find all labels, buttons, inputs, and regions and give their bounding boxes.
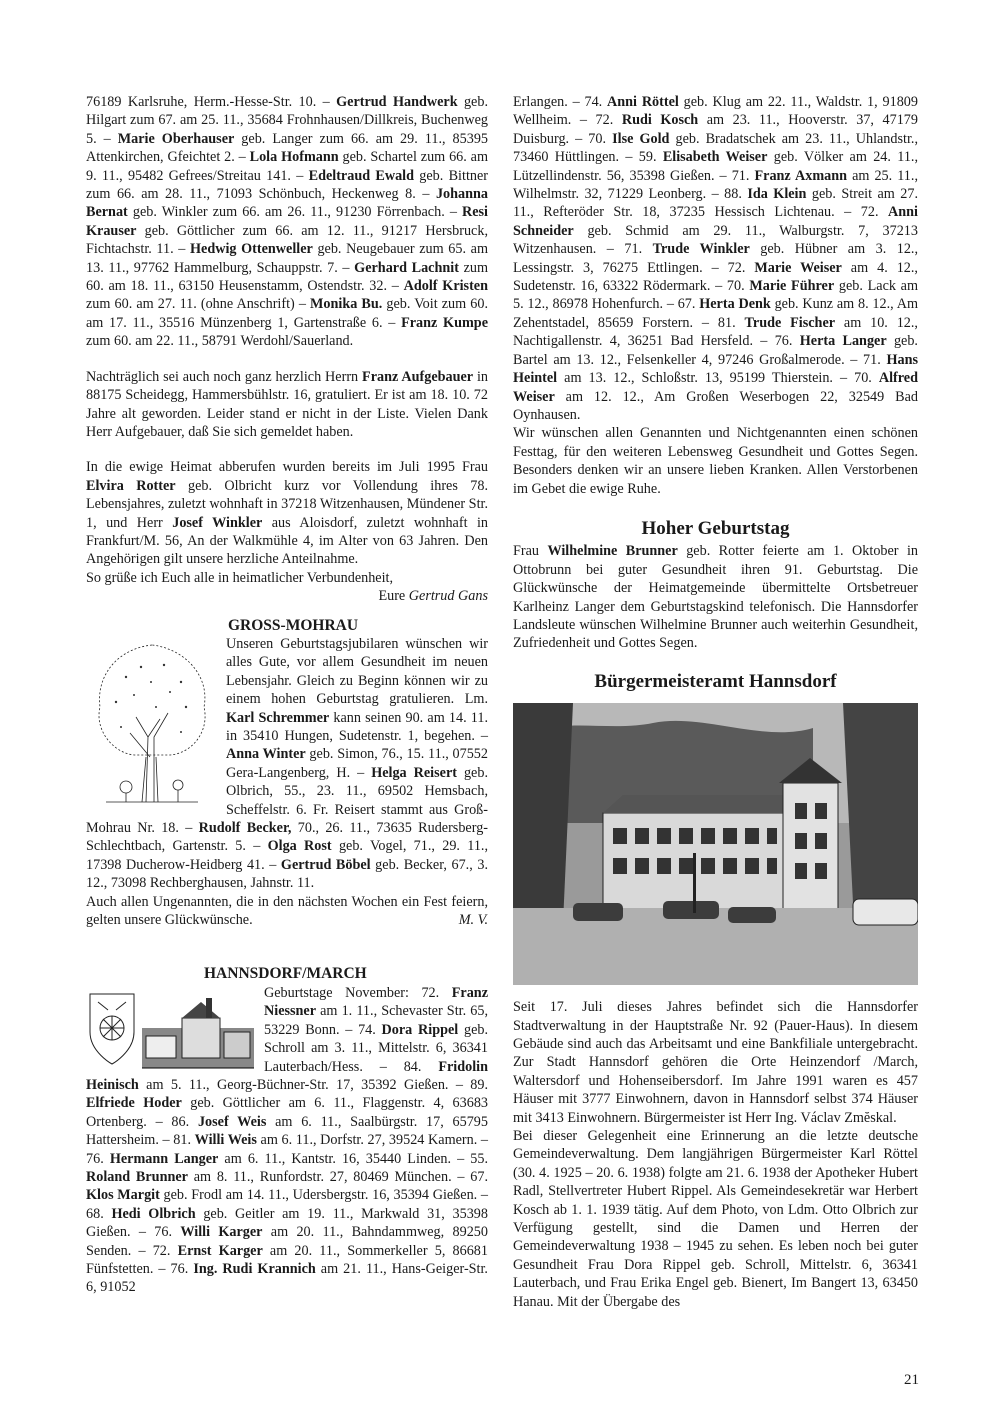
person-name: Ilse Gold — [612, 130, 670, 147]
person-name: Gertrud Böbel — [280, 856, 371, 873]
person-name: Klos Margit — [86, 1187, 160, 1204]
person-name: Trude Winkler — [652, 241, 750, 258]
closing-greeting: So grüße ich Euch alle in heimatlicher Verbundenheit, — [86, 569, 394, 586]
birthday-list-right: Erlangen. – 74. Anni Röttel geb. Klug am 22. 11., Waldstr. 1, 91809 Wellheim. – 72. Rudi Kosch am 23. 11., Hooverstr. 37, 47179 Duisburg. – 70. Ilse Gold geb. Bradatschek am 23. 11., Uhlandstr., 73460 Hüttlingen. – 59. Elisabeth Weiser geb. Völker am 24. 11., Lützellindenstr. 56, 35398 Gießen. – 71. Franz Axmann am 25. 11., Wilhelmstr. 32, 71229 Leonberg. – 88. Ida Klein geb. Streit am 27. 11., Refteröder Str. 18, 37235 Hessisch Lichtenau. – 72. Anni Schneider geb. Schmid am 29. 11., Walburgstr. 7, 37213 Witzenhausen. – 71. Trude Winkler geb. Hübner am 3. 12., Lessingstr. 3, 76275 Ettlingen. – 72. Marie Weiser am 4. 12., Sudetenstr. 16, 63322 Rödermark. – 70. Marie Führer geb. Lack am 5. 12., 86978 Hohenfurch. – 67. Herta Denk geb. Kunz am 8. 12., Am Zehentstadel, 85659 Forstern. – 81. Trude Fischer am 10. 12., Nachtigallenstr. 4, 36251 Bad Hersfeld. – 76. Herta Langer geb. Bartel am 13. 12., Felsenkeller 4, 97246 Großalmerode. – 71. Hans Heintel am 13. 12., Schloßstr. 13, 95199 Thierstein. – 70. Alfred Weiser am 12. 12., Am Großen Weserbogen 22, 32549 Bad Oynhausen. — [513, 94, 919, 423]
person-name: Alfred Weiser — [513, 370, 918, 405]
person-name: Trude Fischer — [744, 314, 836, 331]
person-name: Marie Weiser — [754, 259, 842, 276]
page-number: 21 — [904, 1372, 919, 1388]
person-name: Ernst Karger — [177, 1242, 263, 1259]
person-name: Josef Winkler — [172, 514, 263, 531]
person-name: Elfriede Hoder — [86, 1095, 182, 1112]
person-name: Lola Hofmann — [249, 149, 339, 166]
buergermeisteramt-paragraph-1: Seit 17. Juli dieses Jahres befindet sich die Hannsdorfer Stadtverwaltung in der Hauptstraße Nr. 92 (Pauer-Haus). In diesem Gebäude sind auch das Arbeitsamt und eine Bankfiliale untergebracht. Zur Stadt Hannsdorf gehören die Orte Heinzendorf /March, Waltersdorf und Hohenseibersdorf. Im Jahre 1991 waren es 457 Häuser mit 3777 Einwohnern, davon in Hannsdorf selbst 374 Häuser mit 3413 Einwohnern. Bürgermeister ist Herr Ing. Václav Zmĕskal. — [513, 999, 918, 1126]
person-name: Dora Rippel — [381, 1021, 459, 1038]
person-name: Hedwig Ottenweller — [189, 241, 313, 258]
section-title-hannsdorf-march: HANNSDORF/MARCH — [204, 965, 367, 983]
person-name: Karl Schremmer — [226, 709, 330, 726]
gross-mohrau-text: Unseren Geburtstagsjubilaren wünschen wir alles Gute, vor allem Gesundheit im neuen Lebensjahr. Gleich zu Beginn können wir zu einem hohen Geburtstag gratulieren. Lm. Karl Schremmer kann seinen 90. am 14. 11. in 35410 Hungen, Sudetenstr. 1, begehen. – Anna Winter geb. Simon, 76., 15. 11., 07552 Gera-Langenberg, H. – Helga Reisert geb. Olbrich, 55., 23. 11., 69502 Hemsbach, Scheffelstr. 6. Fr. Reisert stammt aus Groß-Mohrau Nr. 18. – Rudolf Becker, 70., 26. 11., 73635 Rudersberg-Schlechtbach, Gartenstr. 5. – Olga Rost geb. Vogel, 71., 29. 11., 17398 Ducherow-Heidberg 41. – Gertrud Böbel geb. Becker, 67., 3. 12., 73098 Rechberghausen, Jahnstr. 11. — [86, 635, 489, 892]
person-name: Hermann Langer — [109, 1150, 219, 1167]
person-name: Josef Weis — [197, 1113, 267, 1130]
hoher-geburtstag-text: Frau Wilhelmine Brunner geb. Rotter feierte am 1. Oktober in Ottobrunn bei guter Gesundheit ihren 91. Geburtstag. Die Glückwünsche der Heimatgemeinde übermittelte Ortsbetreuer Karlheinz Langer dem Geburtstagskind telefonisch. Die Hannsdorfer Landsleute wünschen Wilhelmine Brunner auch weiterhin Gesundheit, Zufriedenheit und Gottes Segen. — [513, 543, 918, 652]
section-title-hoher-geburtstag: Hoher Geburtstag — [641, 517, 790, 539]
person-name: Elisabeth Weiser — [662, 149, 768, 166]
obituary-paragraph: In die ewige Heimat abberufen wurden bereits im Juli 1995 Frau Elvira Rotter geb. Olbricht kurz vor Vollendung ihres 78. Lebensjahres, zuletzt wohnhaft in 37218 Witzenhausen, Mündener Str. 1, und Herr Josef Winkler aus Aloisdorf, zuletzt wohnhaft in Frankfurt/M. 56, An der Walkmühle 4, im Alter von 63 Jahren. Den Angehörigen gilt unsere herzliche Anteilnahme. — [86, 459, 488, 568]
birthday-list-continued: 76189 Karlsruhe, Herm.-Hesse-Str. 10. – Gertrud Handwerk geb. Hilgart zum 67. am 25. 11., 35684 Frohnhausen/Dillkreis, Buchenweg 5. – Marie Oberhauser geb. Langer zum 66. am 29. 11., 85395 Attenkirchen, Gfeichtet 2. – Lola Hofmann geb. Schartel zum 66. am 9. 11., 95482 Gefrees/Streitau 141. – Edeltraud Ewald geb. Bittner zum 66. am 28. 11., 71093 Schönbuch, Heckenweg 8. – Johanna Bernat geb. Winkler zum 66. am 26. 11., 91230 Förrenbach. – Resi Krauser geb. Göttlicher zum 66. am 12. 11., 91217 Hersbruck, Fichtachstr. 11. – Hedwig Ottenweller geb. Neugebauer zum 65. am 13. 11., 97762 Hammelburg, Schauppstr. 7. – Gerhard Lachnit zum 60. am 18. 11., 63150 Heusenstamm, Ostendstr. 32. – Adolf Kristen zum 60. am 27. 11. (ohne Anschrift) – Monika Bu. geb. Voit zum 60. am 17. 11., 35516 Münzenberg 1, Gartenstraße 6. – Franz Kumpe zum 60. am 22. 11., 58791 Werdohl/Sauerland. — [86, 94, 489, 350]
person-name: Willi Karger — [180, 1224, 263, 1241]
signature-gertrud-gans: Eure Gertrud Gans — [378, 588, 488, 605]
person-name: Anni Schneider — [513, 204, 918, 239]
person-name: Ida Klein — [747, 186, 807, 203]
person-name: Franz Axmann — [754, 167, 848, 184]
person-name: Anni Röttel — [607, 94, 679, 110]
section-title-gross-mohrau: GROSS-MOHRAU — [228, 616, 359, 634]
person-name: Monika Bu. — [310, 296, 383, 313]
person-name: Willi Weis — [194, 1132, 257, 1149]
person-name: Helga Reisert — [371, 764, 457, 781]
person-name: Olga Rost — [267, 838, 332, 855]
person-name: Gertrud Handwerk — [336, 94, 458, 110]
person-name: Marie Führer — [749, 278, 835, 295]
person-name: Rudolf Becker, — [198, 820, 292, 837]
person-name: Roland Brunner — [86, 1168, 188, 1185]
person-name: Johanna Bernat — [86, 186, 488, 221]
person-name: Resi Krauser — [86, 204, 488, 239]
person-name: Edeltraud Ewald — [308, 167, 415, 184]
person-name: Rudi Kosch — [621, 112, 699, 129]
hannsdorf-coat-of-arms-and-town-illustration — [86, 988, 256, 1072]
person-name: Ing. Rudi Krannich — [193, 1260, 316, 1277]
person-name: Hans Heintel — [513, 351, 918, 387]
person-name: Franz Aufgebauer — [362, 368, 474, 385]
person-name: Elvira Rotter — [86, 477, 176, 494]
right-column — [513, 93, 918, 1311]
hannsdorf-march-birthdays: Geburtstage November: 72. Franz Niessner am 1. 11., Schevaster Str. 65, 53229 Bonn. – 74. Dora Rippel geb. Schroll am 3. 11., Mittelstr. 6, 36341 Lauterbach/Hess. – 84. Fridolin Heinisch am 5. 11., Georg-Büchner-Str. 17, 35392 Gießen. – 89. Elfriede Hoder geb. Göttlicher am 6. 11., Flaggenstr. 4, 63683 Ortenberg. – 86. Josef Weis am 6. 11., Saalbürgstr. 17, 65795 Hattersheim. – 81. Willi Weis am 6. 11., Dorfstr. 27, 39524 Kamern. – 76. Hermann Langer am 6. 11., Kantstr. 16, 35440 Linden. – 55. Roland Brunner am 8. 11., Runfordstr. 27, 80469 München. – 67. Klos Margit geb. Frodl am 14. 11., Udersbergstr. 16, 35394 Gießen. – 68. Hedi Olbrich geb. Geitler am 19. 11., Markwald 31, 35398 Gießen. – 76. Willi Karger am 20. 11., Bahndammweg, 89250 Senden. – 72. Ernst Karger am 20. 11., Sommerkeller 5, 86681 Fünfstetten. – 76. Ing. Rudi Krannich am 21. 11., Hans-Geiger-Str. 6, 91052 — [86, 984, 489, 1296]
person-name: Fridolin Heinisch — [86, 1058, 488, 1093]
person-name: Franz Kumpe — [401, 314, 488, 331]
town-hall-photo — [513, 703, 918, 985]
buergermeisteramt-paragraph-2: Bei dieser Gelegenheit eine Erinnerung an die letzte deutsche Gemeindeverwaltung. Dem langjährigen Bürgermeister Karl Röttel (30. 4. 1925 – 20. 6. 1938) folgte am 21. 6. 1938 der Apotheker Hubert Radl, Stellvertreter Hubert Rippel. Als Gemeindesekretär war Herbert Kosch ab 1. 1. 1939 tätig. Auf dem Photo, von Ldm. Otto Olbrich zur Verfügung gestellt, sind die Damen und Herren der Gemeindeverwaltung 1938 – 1945 zu sehen. Es leben noch bei guter Gesundheit Frau Dora Rippel geb. Schroll, Mittelstr. 6, 36341 Lauterbach, und Frau Erika Engel geb. Bienert, Im Bangert 13, 63450 Hanau. Mit der Übergabe des — [513, 1128, 918, 1310]
left-column — [86, 93, 488, 1297]
person-name: Wilhelmine Brunner — [547, 543, 678, 560]
gross-mohrau-closing: Auch allen Ungenannten, die in den nächsten Wochen ein Fest feiern, gelten unsere Glückwünsche. M. V. — [86, 893, 488, 929]
person-name: Herta Langer — [799, 333, 887, 350]
tree-illustration — [86, 637, 218, 807]
person-name: Franz Niessner — [264, 984, 488, 1020]
person-name: Herta Denk — [699, 296, 771, 313]
belated-greeting-paragraph: Nachträglich sei auch noch ganz herzlich Herrn Franz Aufgebauer in 88175 Scheidegg, Hammersbühlstr. 16, gratuliert. Er ist am 18. 10. 72 Jahre alt geworden. Leider stand er nicht in der Liste. Vielen Dank Herr Aufgebauer, daß Sie sich gemeldet haben. — [86, 368, 488, 440]
person-name: Anna Winter — [226, 746, 306, 763]
person-name: Hedi Olbrich — [111, 1205, 196, 1222]
section-title-buergermeisteramt: Bürgermeisteramt Hannsdorf — [594, 670, 837, 692]
person-name: Gerhard Lachnit — [354, 259, 459, 276]
person-name: Marie Oberhauser — [117, 130, 235, 147]
person-name: Adolf Kristen — [403, 278, 488, 295]
wishes-paragraph: Wir wünschen allen Genannten und Nichtgenannten einen schönen Festtag, für den weiteren Lebensweg Gesundheit und Gottes Segen. Besonders denken wir an unsere lieben Kranken. Allen Verstorbenen im Gebet die ewige Ruhe. — [513, 425, 918, 497]
